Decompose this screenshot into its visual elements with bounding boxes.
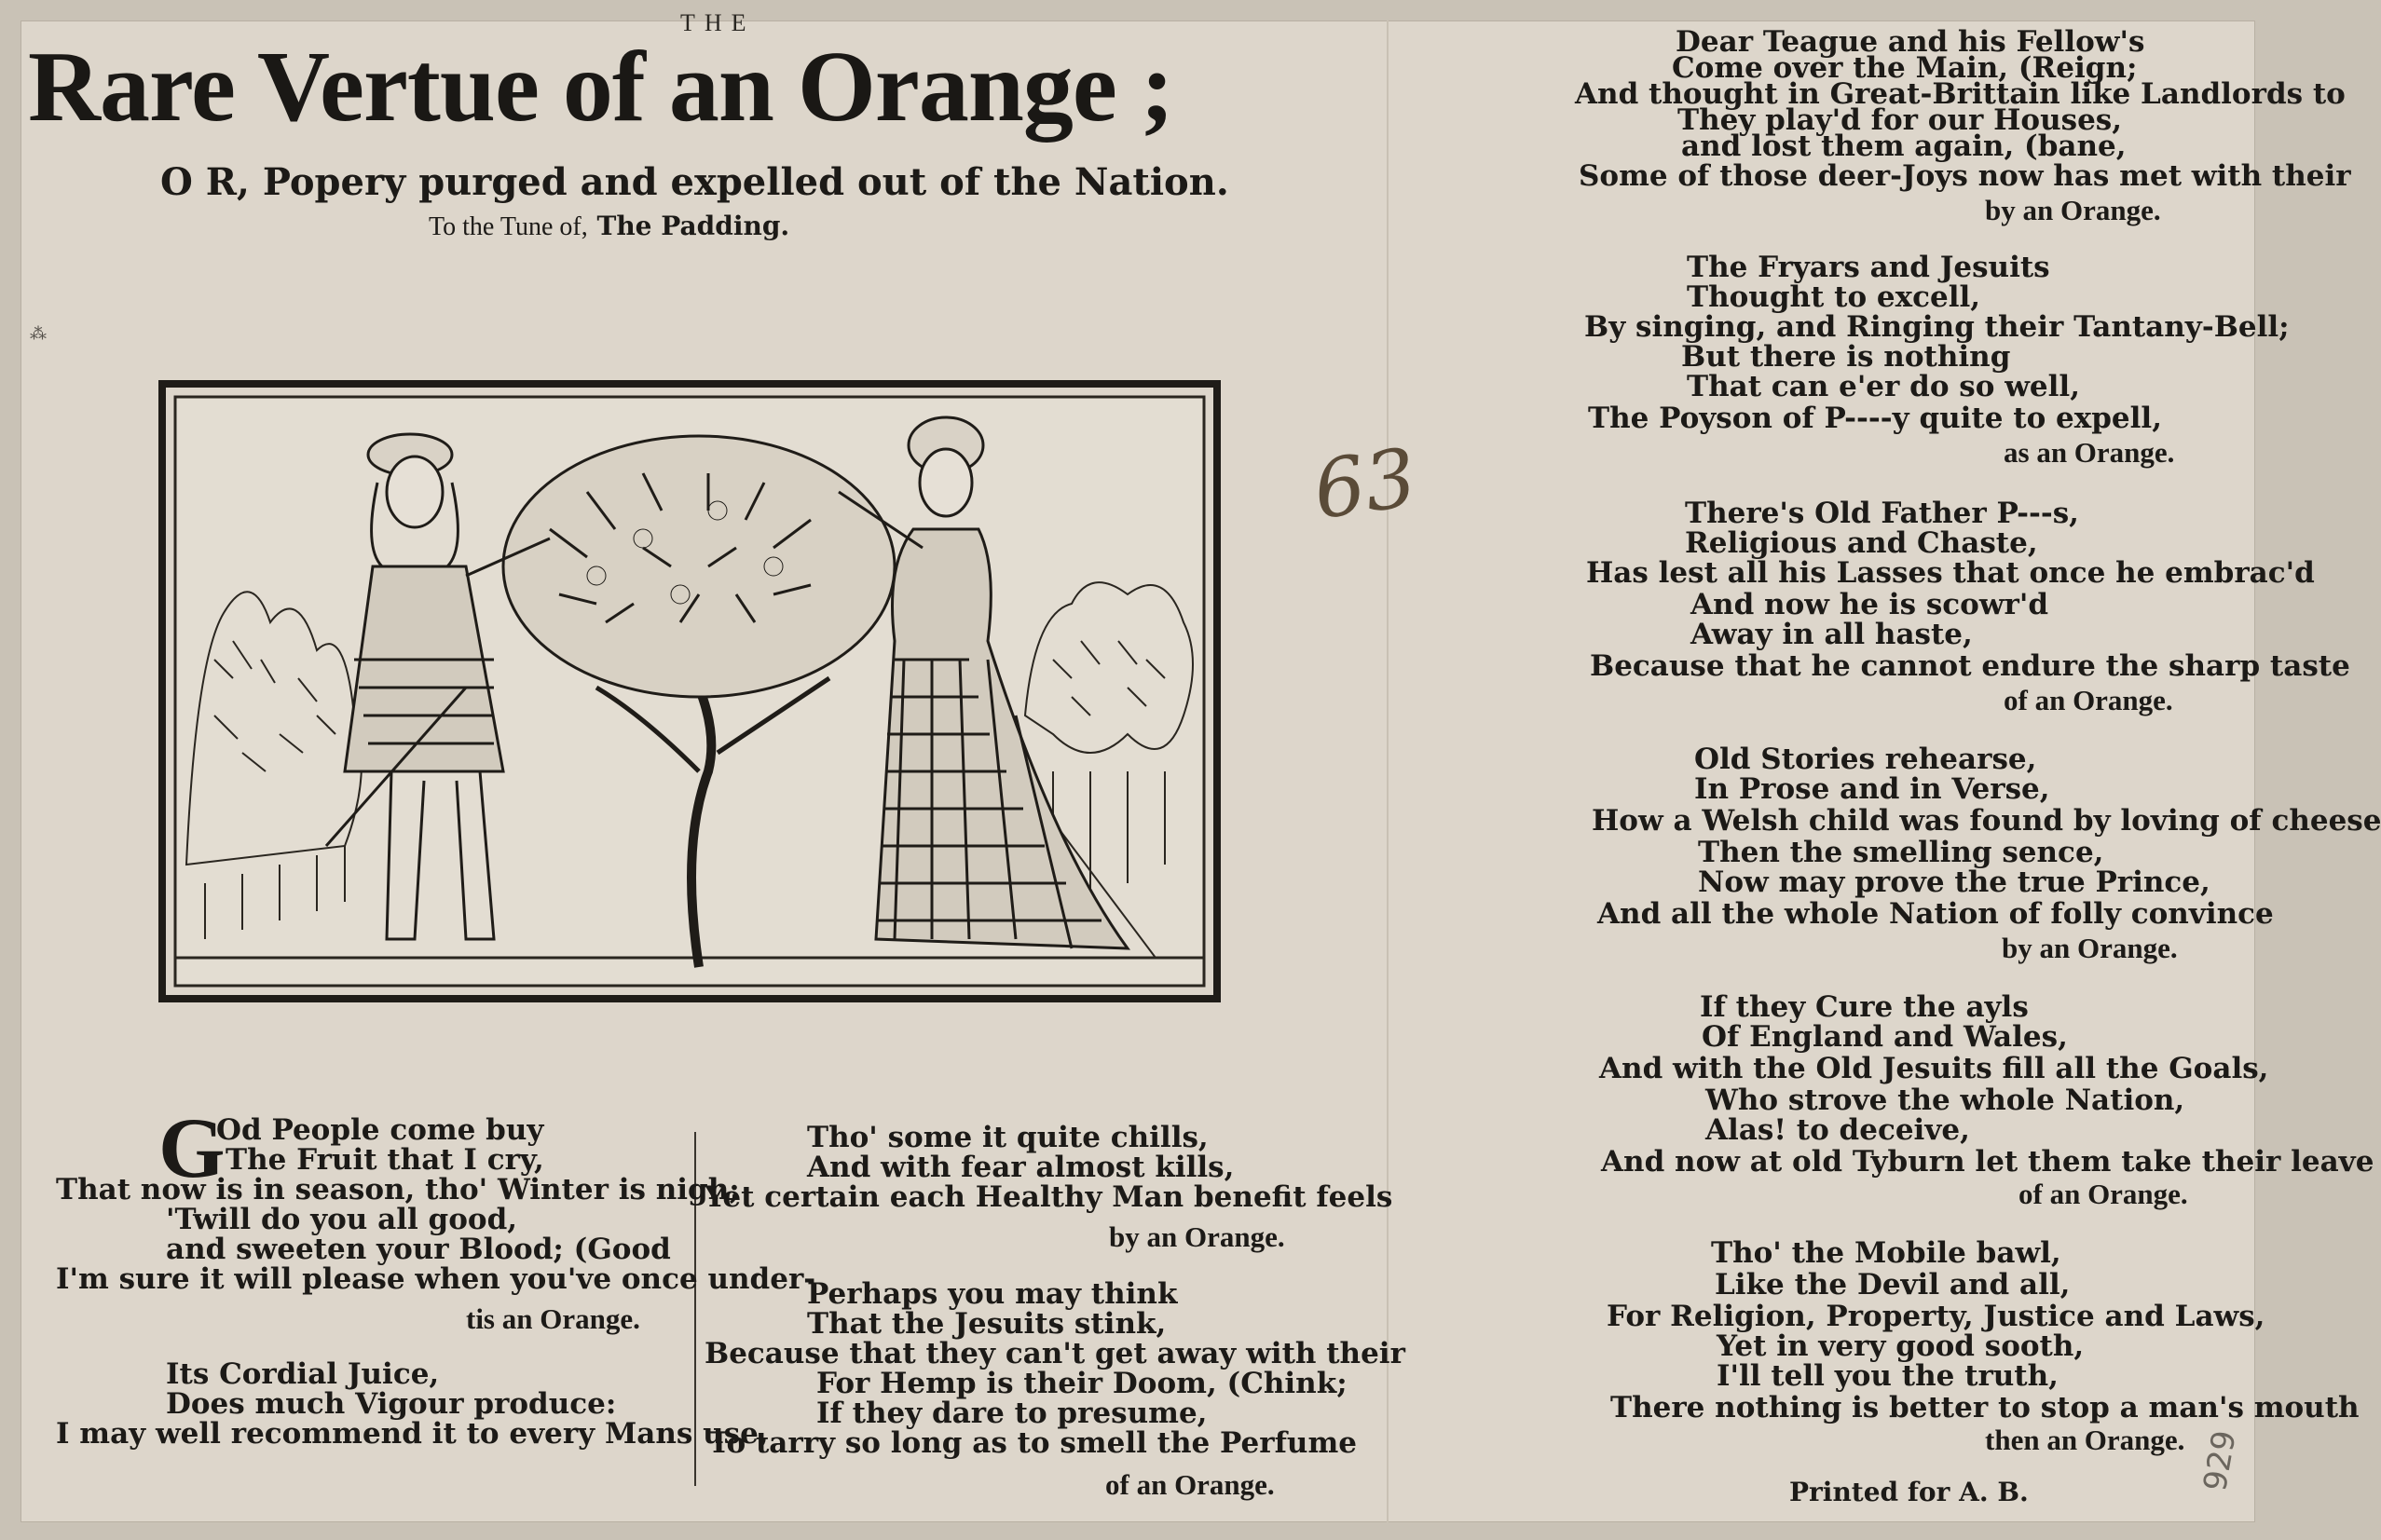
drop-cap: G xyxy=(158,1100,226,1195)
verse-line: The Fryars and Jesuits xyxy=(1687,251,2050,284)
verse-line: Now may prove the true Prince, xyxy=(1698,865,2210,899)
verse-line: Because that he cannot endure the sharp taste xyxy=(1590,649,2350,683)
verse-line: If they Cure the ayls xyxy=(1700,990,2029,1024)
verse-line: Some of those deer-Joys now has met with their xyxy=(1579,159,2351,193)
verse-line: Away in all haste, xyxy=(1690,618,1973,651)
verse-line: That the Jesuits stink, xyxy=(807,1307,1167,1341)
verse-refrain: as an Orange. xyxy=(2004,436,2175,469)
verse-line: The Fruit that I cry, xyxy=(226,1143,544,1177)
verse-line: I'm sure it will please when you've once under- xyxy=(56,1262,816,1296)
verse-line: Perhaps you may think xyxy=(807,1277,1178,1311)
page-title: Rare Vertue of an Orange ; xyxy=(28,32,1173,143)
verse-refrain: then an Orange. xyxy=(1985,1424,2185,1456)
verse-line: Dear Teague and his Fellow's xyxy=(1676,25,2145,59)
subtitle: O R, Popery purged and expelled out of the Nation. xyxy=(160,160,1229,204)
verse-line: Does much Vigour produce: xyxy=(166,1387,617,1421)
verse-line: Thought to excell, xyxy=(1687,280,1981,314)
verse-refrain: by an Orange. xyxy=(1985,194,2161,226)
tune-name: The Padding. xyxy=(596,211,790,241)
imprint: Printed for A. B. xyxy=(1789,1477,2029,1507)
verse-line: Tho' some it quite chills, xyxy=(807,1121,1209,1154)
verse-line: And with fear almost kills, xyxy=(807,1151,1235,1184)
verse-line: And now at old Tyburn let them take their leave xyxy=(1601,1145,2374,1179)
verse-line: Old Stories rehearse, xyxy=(1694,743,2037,776)
verse-line: Yet certain each Healthy Man benefit feels xyxy=(705,1180,1393,1214)
verse-refrain: tis an Orange. xyxy=(466,1302,640,1335)
verse-line: Alas! to deceive, xyxy=(1705,1113,1970,1147)
verse-line: For Religion, Property, Justice and Laws, xyxy=(1607,1300,2265,1333)
verse-line: Yet in very good sooth, xyxy=(1717,1329,2085,1363)
verse-line: I may well recommend it to every Mans use, xyxy=(56,1417,769,1451)
verse-line: 'Twill do you all good, xyxy=(166,1203,518,1236)
verse-line: If they dare to presume, xyxy=(816,1397,1208,1430)
verse-line: and sweeten your Blood; (Good xyxy=(166,1233,671,1266)
verse-line: and lost them again, (bane, xyxy=(1681,129,2127,163)
verse-refrain: by an Orange. xyxy=(2002,932,2178,964)
verse-line: But there is nothing xyxy=(1681,340,2011,374)
margin-mark: ⁂ xyxy=(30,324,47,344)
verse-line: Religious and Chaste, xyxy=(1685,526,2038,560)
handwritten-number: 63 xyxy=(1307,430,1422,538)
tune-line xyxy=(429,211,789,242)
verse-line: The Poyson of P----y quite to expell, xyxy=(1588,402,2163,435)
verse-line: Od People come buy xyxy=(216,1113,544,1147)
fold-crease xyxy=(1387,20,1389,1522)
verse-line: And now he is scowr'd xyxy=(1690,588,2049,621)
tune-prefix: To the Tune of, xyxy=(429,212,588,241)
verse-line: There nothing is better to stop a man's mouth xyxy=(1610,1391,2360,1424)
verse-refrain: by an Orange. xyxy=(1109,1220,1285,1253)
verse-refrain: of an Orange. xyxy=(2018,1178,2188,1210)
verse-line: In Prose and in Verse, xyxy=(1694,772,2050,806)
verse-line: Like the Devil and all, xyxy=(1715,1268,2071,1302)
verse-refrain: of an Orange. xyxy=(1105,1468,1275,1501)
verse-line: Tho' the Mobile bawl, xyxy=(1711,1236,2061,1270)
verse-line: Because that they can't get away with their xyxy=(705,1337,1405,1370)
title-article: THE xyxy=(680,9,756,36)
verse-line: Its Cordial Juice, xyxy=(166,1357,440,1391)
verse-line: That can e'er do so well, xyxy=(1687,370,2080,403)
verse-line: And thought in Great-Brittain like Landlords to xyxy=(1575,77,2346,111)
pencil-number: 929 xyxy=(2196,1427,2244,1494)
verse-line: Who strove the whole Nation, xyxy=(1705,1083,2185,1117)
verse-refrain: of an Orange. xyxy=(2004,684,2173,716)
verse-line: There's Old Father P---s, xyxy=(1685,497,2079,530)
verse-line: Of England and Wales, xyxy=(1702,1020,2068,1054)
verse-line: And with the Old Jesuits fill all the Goals, xyxy=(1599,1052,2269,1085)
verse-line: For Hemp is their Doom, (Chink; xyxy=(816,1367,1348,1400)
verse-line: Has lest all his Lasses that once he embrac'd xyxy=(1586,556,2315,590)
verse-line: How a Welsh child was found by loving of cheese xyxy=(1592,804,2381,838)
verse-line: To tarry so long as to smell the Perfume xyxy=(708,1426,1357,1460)
verse-line: They play'd for our Houses, xyxy=(1677,103,2123,137)
verse-line: And all the whole Nation of folly convince xyxy=(1597,897,2274,931)
verse-line: By singing, and Ringing their Tantany-Bell; xyxy=(1584,310,2290,344)
verse-line: Then the smelling sence, xyxy=(1698,836,2104,869)
woodcut-illustration xyxy=(158,380,1221,1002)
verse-line: I'll tell you the truth, xyxy=(1717,1359,2059,1393)
verse-line: That now is in season, tho' Winter is nigh; xyxy=(56,1173,740,1206)
verse-line: Come over the Main, (Reign; xyxy=(1672,51,2138,85)
